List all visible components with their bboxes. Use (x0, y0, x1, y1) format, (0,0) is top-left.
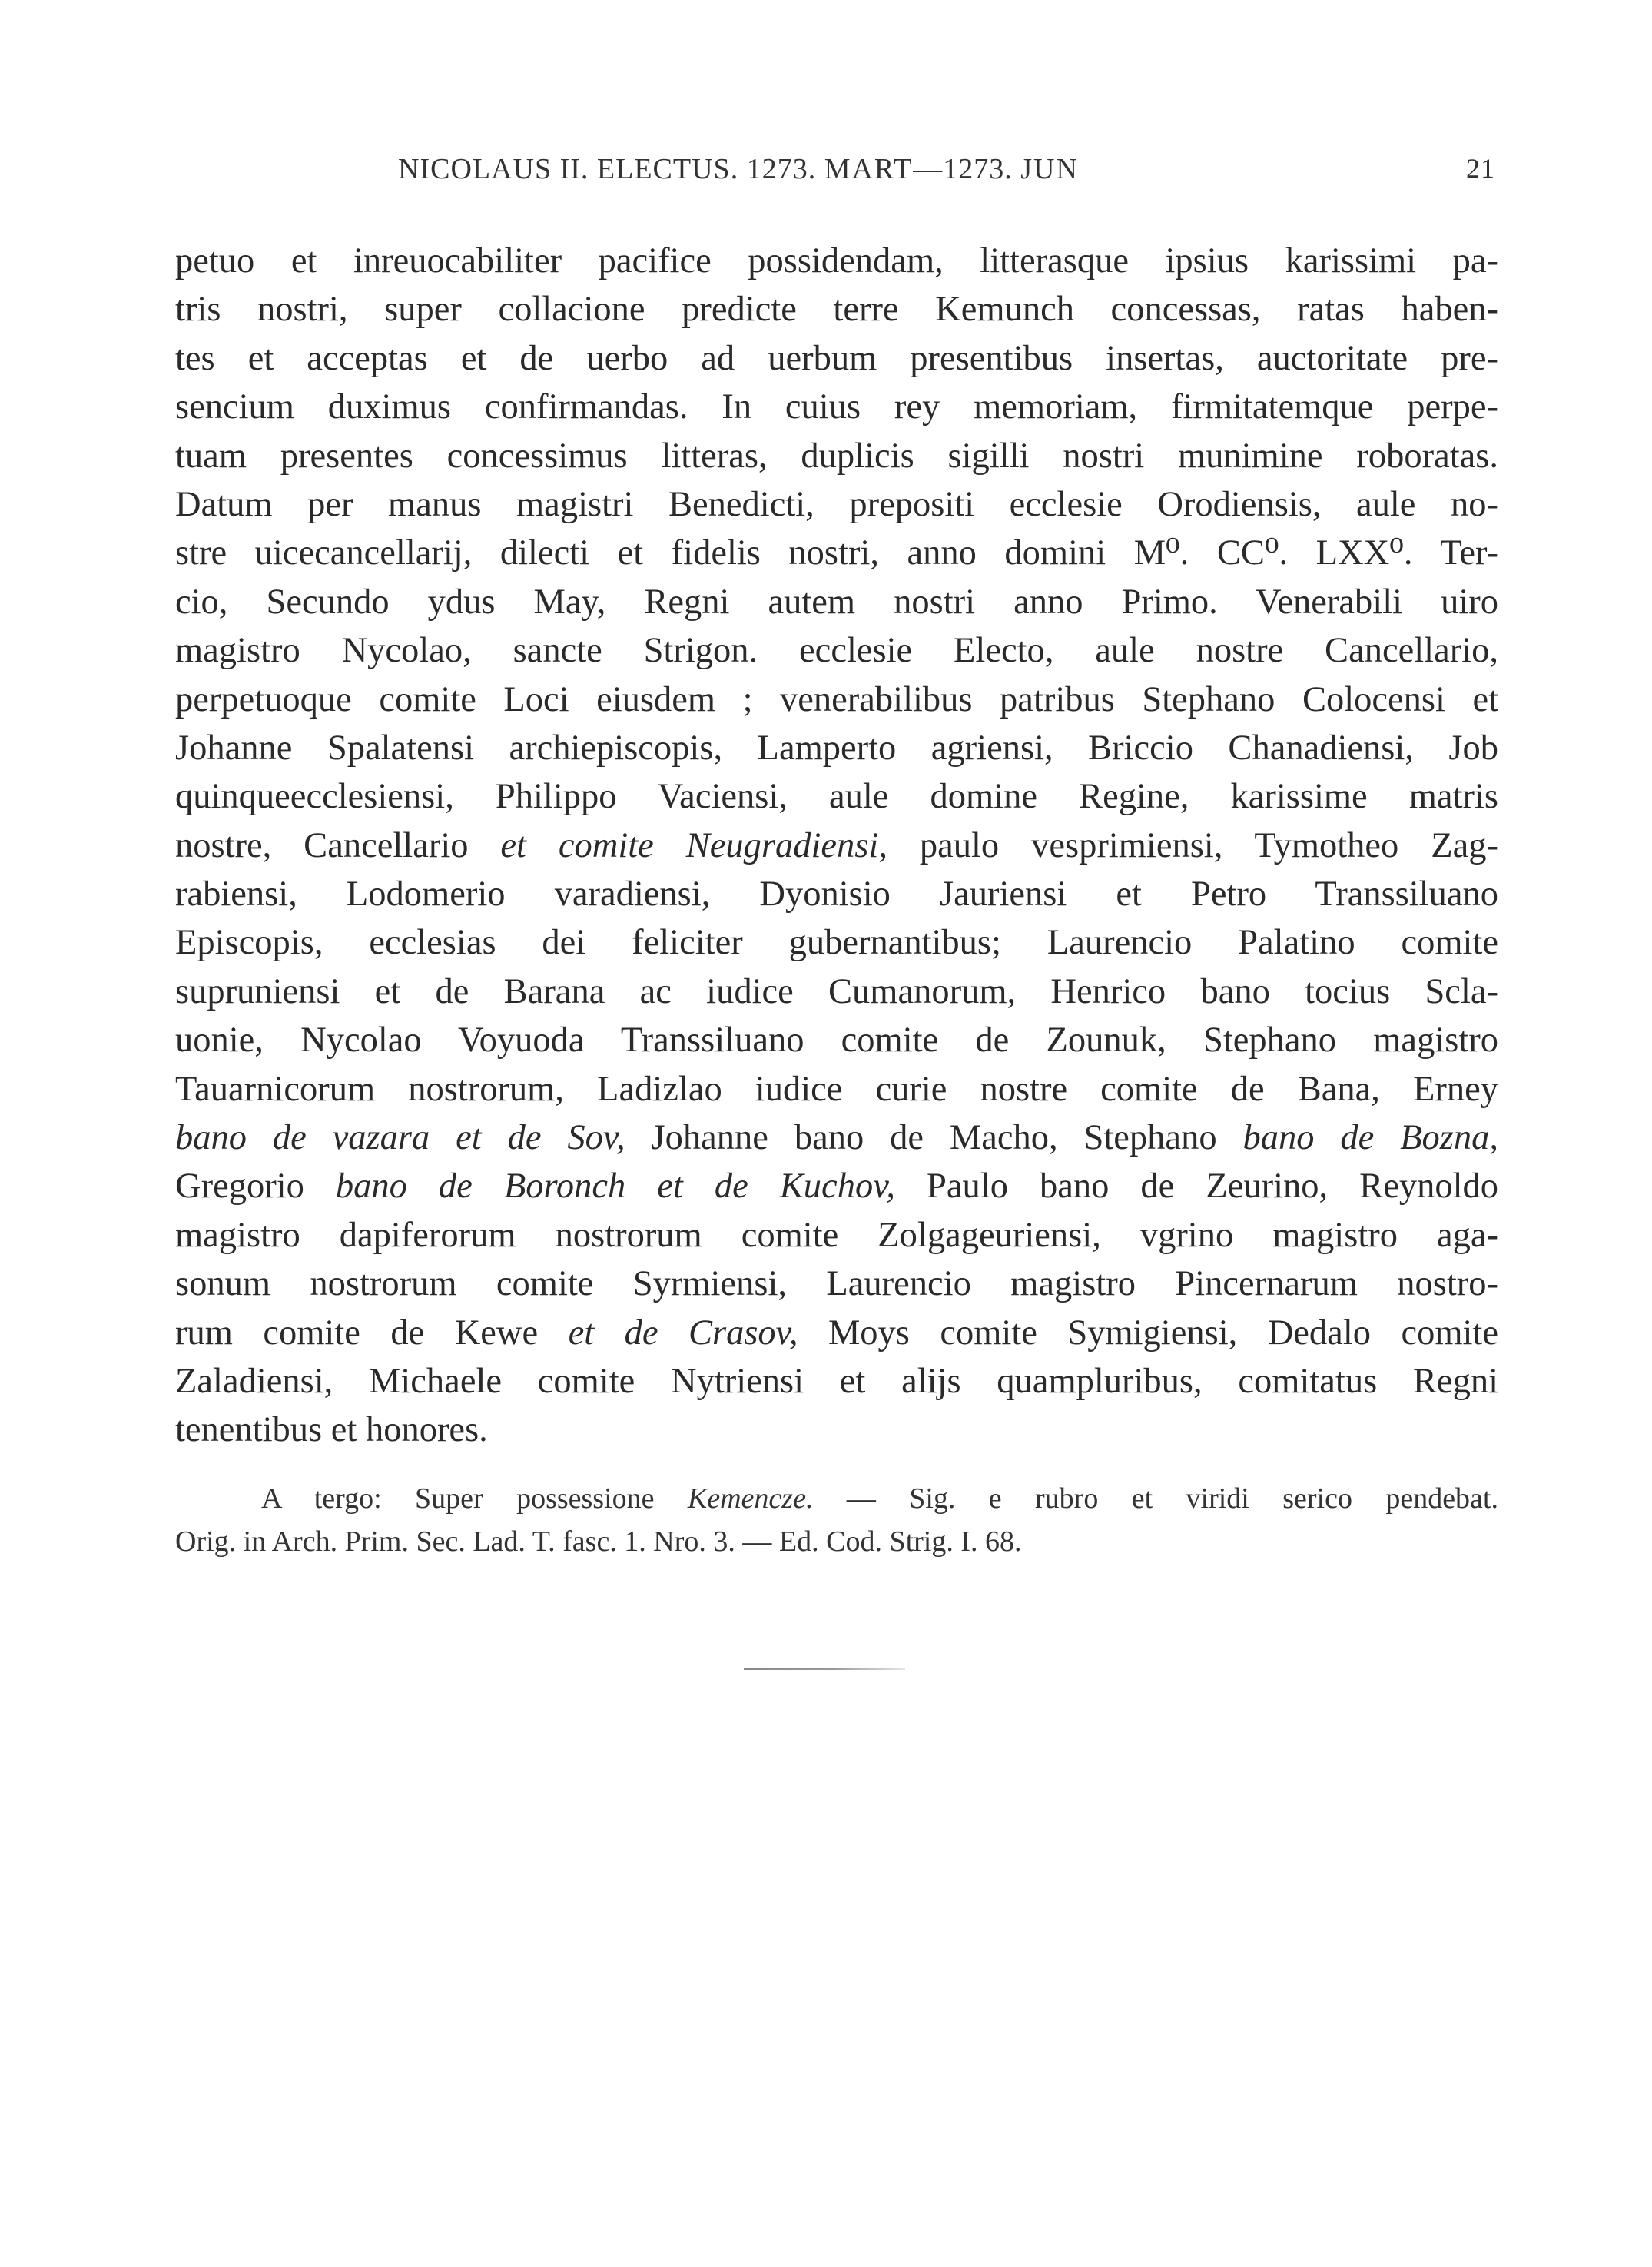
text-line: magistro Nycolao, sancte Strigon. ecclesie Electo, aule nostre Cancellario, (175, 631, 1498, 671)
text-line: Zaladiensi, Michaele comite Nytriensi et alijs quampluribus, comitatus Regni (175, 1361, 1498, 1401)
italic-text: et de Crasov, (568, 1313, 798, 1353)
italic-text: bano de Bozna, (1242, 1118, 1498, 1158)
text-line: Johanne Spalatensi archiepiscopis, Lamperto agriensi, Briccio Chanadiensi, Job (175, 728, 1498, 768)
text-line: cio, Secundo ydus May, Regni autem nostri anno Primo. Venerabili uiro (175, 582, 1498, 622)
running-header (398, 152, 1495, 198)
note-line: Orig. in Arch. Prim. Sec. Lad. T. fasc. 1. Nro. 3. — Ed. Cod. Strig. I. 68. (175, 1525, 1022, 1558)
page-number: 21 (1466, 153, 1495, 184)
text-line: Tauarnicorum nostrorum, Ladizlao iudice curie nostre comite de Bana, Erney (175, 1069, 1498, 1109)
text-line: quinqueecclesiensi, Philippo Vaciensi, aule domine Regine, karissime matris (175, 777, 1498, 817)
text-line: rum comite de Kewe et de Crasov, Moys comite Symigiensi, Dedalo comite (175, 1313, 1498, 1353)
text-line: Datum per manus magistri Benedicti, prepositi ecclesie Orodiensis, aule no- (175, 484, 1498, 524)
text-line: tris nostri, super collacione predicte terre Kemunch concessas, ratas haben- (175, 290, 1498, 330)
italic-text: Kemencze. (687, 1482, 814, 1515)
text-line: uonie, Nycolao Voyuoda Transsiluano comite de Zounuk, Stephano magistro (175, 1021, 1498, 1060)
italic-text: bano de vazara et de Sov, (175, 1118, 625, 1158)
text-line: perpetuoque comite Loci eiusdem ; venerabilibus patribus Stephano Colocensi et (175, 679, 1498, 719)
italic-text: et comite Neugradiensi, (500, 825, 887, 865)
text-line: Gregorio bano de Boronch et de Kuchov, Paulo bano de Zeurino, Reynoldo (175, 1167, 1499, 1207)
text-line: tenentibus et honores. (175, 1410, 488, 1450)
text-line: tuam presentes concessimus litteras, duplicis sigilli nostri munimine roboratas. (175, 436, 1498, 476)
text-line: stre uicecancellarij, dilecti et fidelis nostri, anno domini M⁰. CC⁰. LXX⁰. Ter- (175, 533, 1498, 573)
source-note (175, 1477, 1498, 1563)
note-line: A tergo: Super possessione Kemencze. — Sig. e rubro et viridi serico pendebat. (261, 1482, 1498, 1515)
italic-text: bano de Boronch et de Kuchov, (335, 1167, 896, 1207)
text-line: tes et acceptas et de uerbo ad uerbum presentibus insertas, auctoritate pre- (175, 338, 1498, 378)
text-line: bano de vazara et de Sov, Johanne bano de Macho, Stephano bano de Bozna, (175, 1118, 1498, 1158)
text-line: petuo et inreuocabiliter pacifice possidendam, litterasque ipsius karissimi pa- (175, 241, 1498, 280)
charter-text (175, 237, 1498, 1455)
text-line: magistro dapiferorum nostrorum comite Zolgageuriensi, vgrino magistro aga- (175, 1215, 1498, 1255)
text-line: sencium duximus confirmandas. In cuius rey memoriam, firmitatemque perpe- (175, 387, 1498, 427)
text-line: supruniensi et de Barana ac iudice Cumanorum, Henrico bano tocius Scla- (175, 971, 1498, 1011)
header-title: NICOLAUS II. ELECTUS. 1273. MART—1273. JUN (398, 153, 1079, 185)
text-line: nostre, Cancellario et comite Neugradiensi, paulo vesprimiensi, Tymotheo Zag- (175, 825, 1498, 865)
text-line: sonum nostrorum comite Syrmiensi, Laurencio magistro Pincernarum nostro- (175, 1264, 1498, 1304)
end-rule (744, 1668, 905, 1670)
text-line: rabiensi, Lodomerio varadiensi, Dyonisio Jauriensi et Petro Transsiluano (175, 875, 1498, 914)
text-line: Episcopis, ecclesias dei feliciter gubernantibus; Laurencio Palatino comite (175, 923, 1498, 963)
